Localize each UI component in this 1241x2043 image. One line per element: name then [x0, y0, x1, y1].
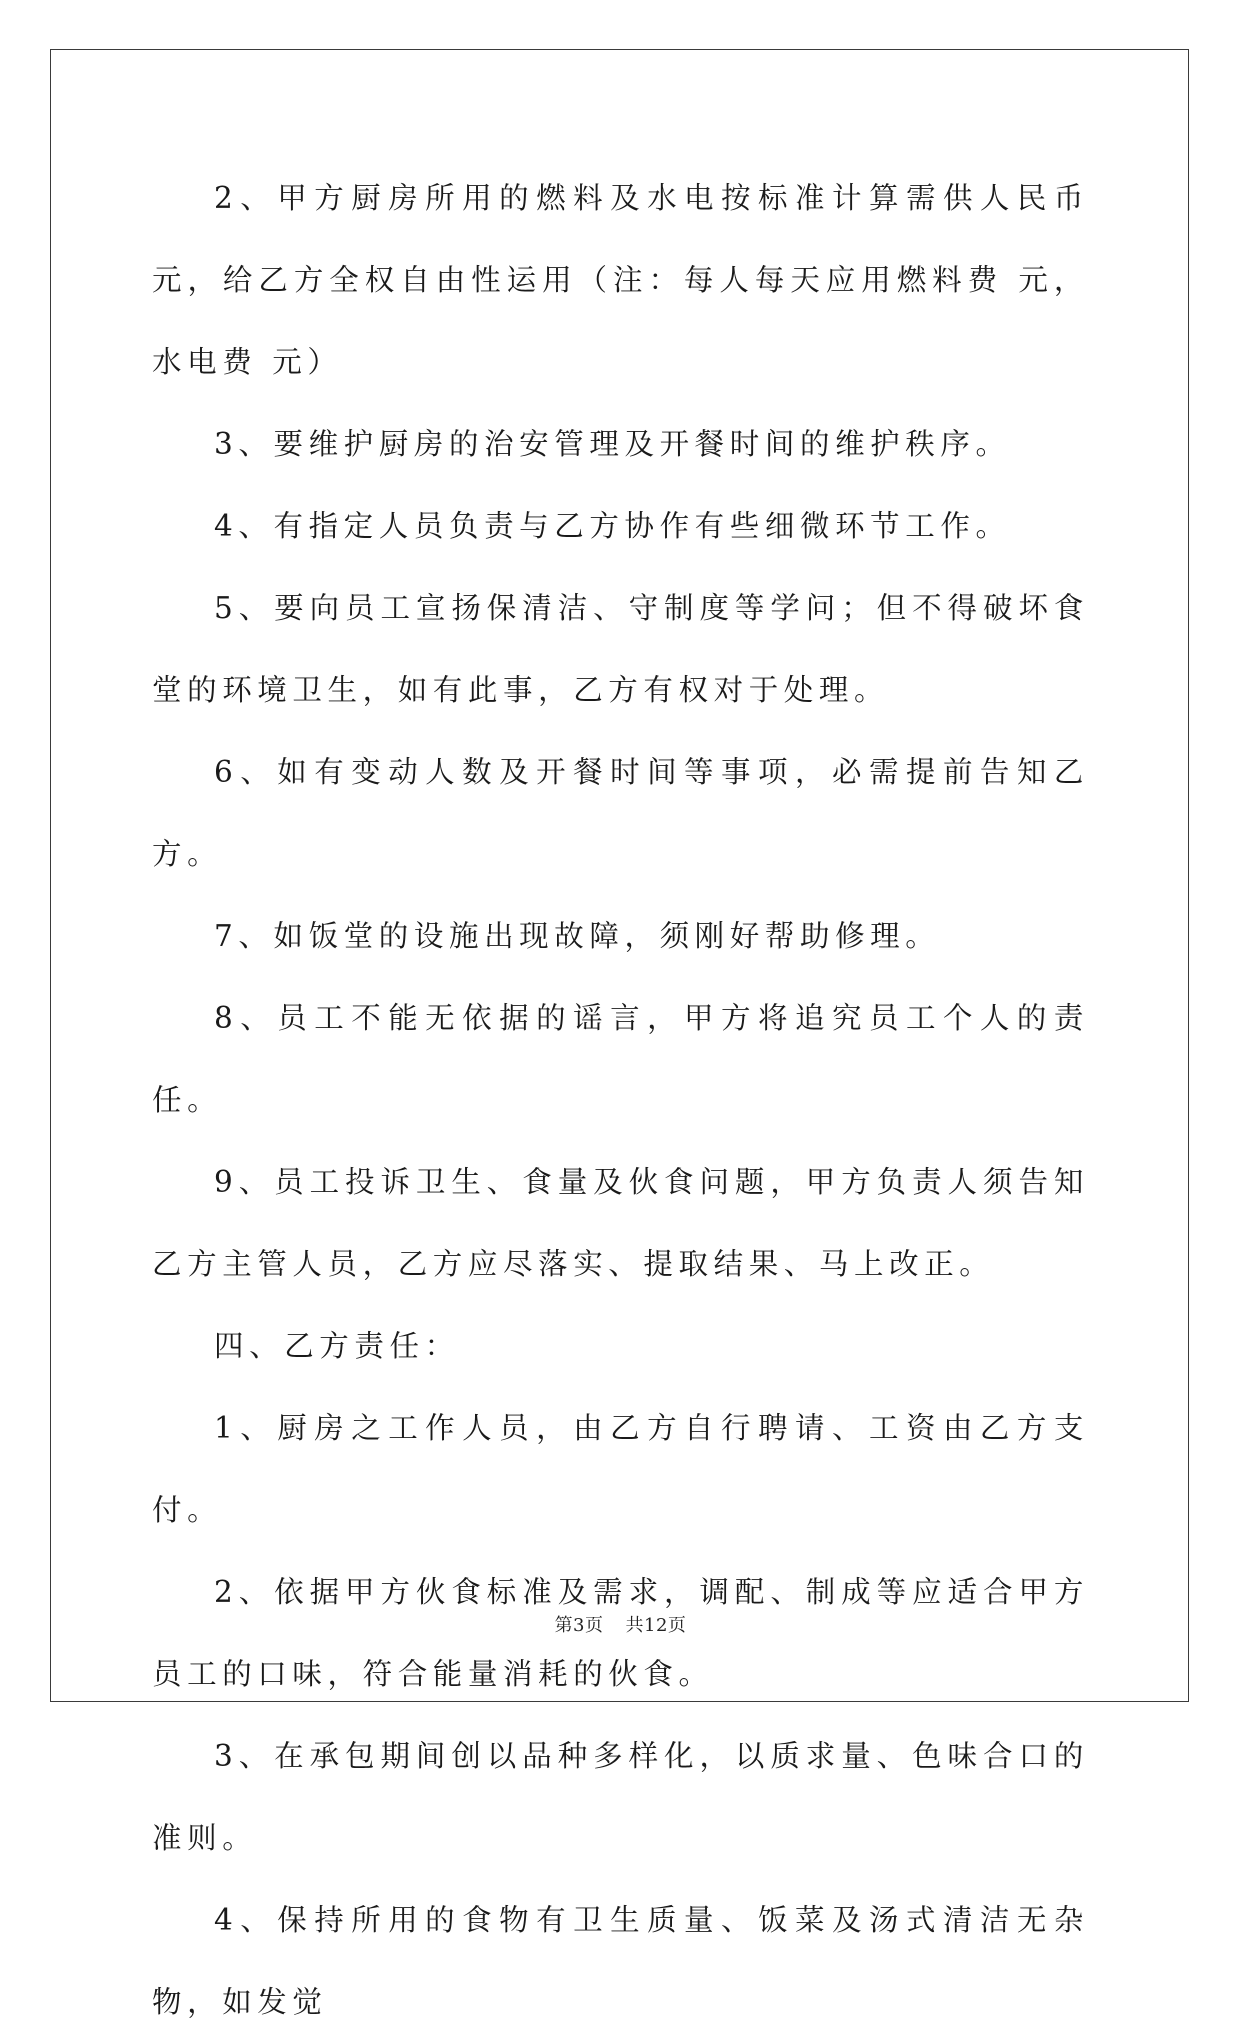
page-total: 共12页	[625, 1615, 687, 1636]
paragraph: 2、甲方厨房所用的燃料及水电按标准计算需供人民币 元，给乙方全权自由性运用（注：每人每天应用燃料费 元，水电费 元）	[152, 181, 1089, 379]
document-body	[152, 157, 1089, 2043]
paragraph: 8、员工不能无依据的谣言，甲方将追究员工个人的责任。	[152, 1001, 1089, 1117]
paragraph: 9、员工投诉卫生、食量及伙食问题，甲方负责人须告知乙方主管人员，乙方应尽落实、提取结果、马上改正。	[152, 1165, 1089, 1281]
paragraph: 3、要维护厨房的治安管理及开餐时间的维护秩序。	[214, 427, 1011, 461]
paragraph: 5、要向员工宣扬保清洁、守制度等学问；但不得破坏食堂的环境卫生，如有此事，乙方有权对于处理。	[152, 591, 1089, 707]
page-number: 第3页	[554, 1615, 604, 1636]
page-footer	[0, 1613, 1241, 1639]
section-heading: 四、乙方责任：	[214, 1329, 460, 1363]
paragraph: 3、在承包期间创以品种多样化，以质求量、色味合口的准则。	[152, 1739, 1089, 1855]
paragraph: 4、有指定人员负责与乙方协作有些细微环节工作。	[214, 509, 1011, 543]
paragraph: 2、依据甲方伙食标准及需求，调配、制成等应适合甲方员工的口味，符合能量消耗的伙食。	[152, 1575, 1089, 1691]
paragraph: 4、保持所用的食物有卫生质量、饭菜及汤式清洁无杂物，如发觉	[152, 1903, 1089, 2019]
paragraph: 7、如饭堂的设施出现故障，须刚好帮助修理。	[214, 919, 941, 953]
paragraph: 1、厨房之工作人员，由乙方自行聘请、工资由乙方支付。	[152, 1411, 1089, 1527]
paragraph: 6、如有变动人数及开餐时间等事项，必需提前告知乙方。	[152, 755, 1089, 871]
